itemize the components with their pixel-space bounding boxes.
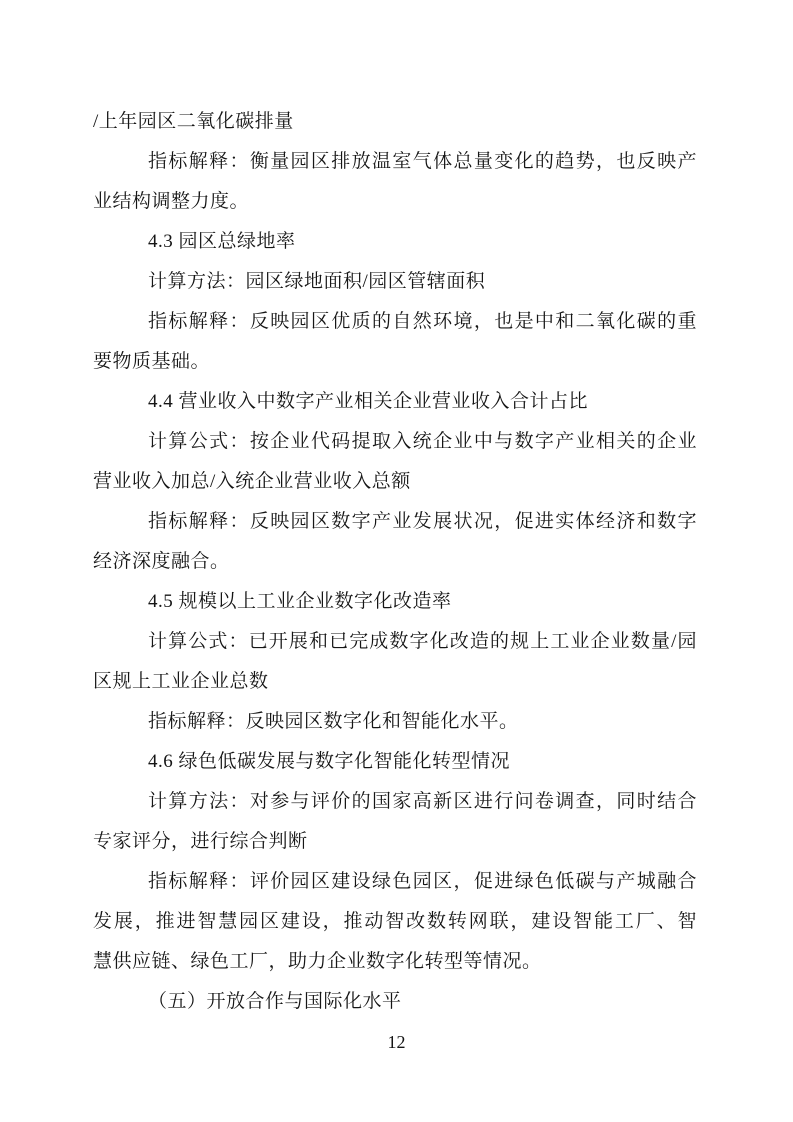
text-line: （五）开放合作与国际化水平 [148, 991, 402, 1012]
page-number: 12 [387, 1032, 406, 1052]
text-line: 区规上工业企业总数 [93, 671, 269, 692]
text-line: 业结构调整力度。 [93, 191, 250, 212]
text-line: 发展，推进智慧园区建设，推动智改数转网联，建设智能工厂、智 [93, 911, 697, 932]
text-line: 经济深度融合。 [93, 551, 230, 572]
text-line: 指标解释：反映园区优质的自然环境，也是中和二氧化碳的重 [148, 311, 697, 332]
text-line: /上年园区二氧化碳排量 [93, 111, 294, 132]
text-line: 专家评分，进行综合判断 [93, 831, 308, 852]
text-line: 计算方法：对参与评价的国家高新区进行问卷调查，同时结合 [148, 791, 697, 812]
text-line: 计算公式：按企业代码提取入统企业中与数字产业相关的企业 [148, 431, 697, 452]
text-line: 指标解释：评价园区建设绿色园区，促进绿色低碳与产城融合 [148, 871, 697, 892]
text-line: 4.6 绿色低碳发展与数字化智能化转型情况 [148, 751, 511, 772]
text-line: 计算公式：已开展和已完成数字化改造的规上工业企业数量/园 [148, 631, 697, 652]
text-line: 慧供应链、绿色工厂，助力企业数字化转型等情况。 [93, 951, 542, 972]
text-line: 计算方法：园区绿地面积/园区管辖面积 [148, 271, 486, 292]
text-line: 4.5 规模以上工业企业数字化改造率 [148, 591, 452, 612]
text-line: 4.3 园区总绿地率 [148, 231, 296, 252]
document-body [93, 102, 697, 1022]
text-line: 要物质基础。 [93, 351, 211, 372]
text-line: 4.4 营业收入中数字产业相关企业营业收入合计占比 [148, 391, 589, 412]
text-line: 指标解释：反映园区数字化和智能化水平。 [148, 711, 519, 732]
text-line: 指标解释：衡量园区排放温室气体总量变化的趋势，也反映产 [148, 151, 697, 172]
text-line: 指标解释：反映园区数字产业发展状况，促进实体经济和数字 [148, 511, 697, 532]
text-line: 营业收入加总/入统企业营业收入总额 [93, 471, 411, 492]
